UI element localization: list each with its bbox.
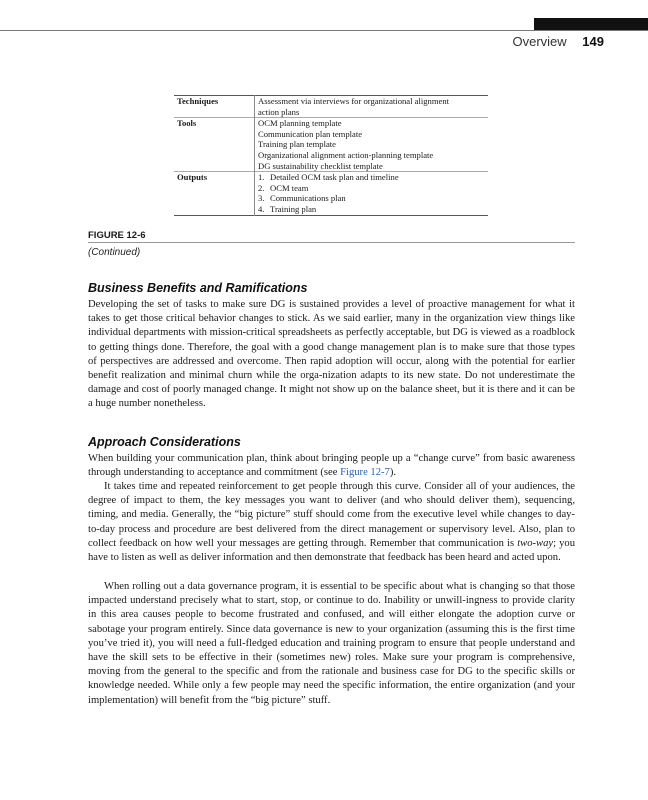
row-content bbox=[255, 172, 489, 215]
figure-table bbox=[174, 95, 488, 216]
row-content bbox=[255, 96, 489, 118]
figure-continued: (Continued) bbox=[88, 247, 141, 258]
outputs-list bbox=[258, 172, 485, 214]
emphasis: two-way bbox=[517, 537, 554, 549]
cell-line: Organizational alignment action-planning template bbox=[258, 149, 434, 160]
paragraph: When rolling out a data governance program, it is essential to be specific about what is changing so that those impacted understand precisely what to start, stop, or continue to do. Inability or unwill-ingness to provide clarity in this area causes people to become frustrated and confused, and will either elongate the adoption curve or sabotage your program entirely. Since data governance is new to your organization (assuming this is the first time you’ve tried it), you will need a full-fledged education and training program to ensure that people understand and have the skill sets to be effective in their (sometimes new) roles. Make sure your program is comprehensive, moving from the general to the specific and from the rationale and business case for DG to the specific skills or knowledge needed. While only a few people may need the specific information, the entire organization (and your implementation) will benefit from the “big picture” stuff. bbox=[88, 581, 575, 706]
list-item: 2. OCM team bbox=[258, 182, 309, 193]
table-row bbox=[174, 96, 488, 118]
row-content bbox=[255, 118, 489, 172]
list-item: 1. Detailed OCM task plan and timeline bbox=[258, 172, 399, 183]
cell-line: DG sustainability checklist template bbox=[258, 160, 383, 171]
row-label: Tools bbox=[174, 118, 255, 172]
figure-link[interactable]: Figure 12-7 bbox=[340, 467, 390, 479]
section-heading: Approach Considerations bbox=[88, 435, 241, 449]
row-label: Techniques bbox=[174, 96, 255, 118]
cell-line: Training plan template bbox=[258, 139, 336, 150]
header-accent-bar bbox=[534, 18, 648, 30]
page-number: 149 bbox=[582, 34, 604, 49]
paragraph: It takes time and repeated reinforcement to get people through this curve. Consider all of your audiences, the degree of impact to them, the key messages you want to deliver (and who should deliver them), sequencing, timing, and media. Generally, the “big picture” stuff should come from the executive level while changes to day-to-day process and procedure are best delivered from the direct management or supervisory level. Also, plan to collect feedback on how well your messages are getting through. Remember that communication is two-way; you have to listen as well as deliver information and then demonstrate that feedback has been heard and acted upon. bbox=[88, 481, 575, 564]
cell-line: action plans bbox=[258, 106, 300, 117]
figure-rule bbox=[88, 242, 575, 243]
section-heading: Business Benefits and Ramifications bbox=[88, 281, 308, 295]
table-row bbox=[174, 172, 488, 215]
header-rule bbox=[0, 30, 648, 31]
paragraph: Developing the set of tasks to make sure DG is sustained provides a level of proactive management for what it takes to get those critical behavior changes to stick. As we said earlier, many in the organization view things like individual departments with mission-critical spreadsheets as perfectly acceptable, but DG is viewed as a roadblock to getting things done. Therefore, the goal with a good change management plan is to make sure that those types of perspectives are addressed and overcome. Then rapid adoption will occur, along with the potential for earlier benefit realization and minimal churn while the orga-nization adapts to its new state. Do not underestimate the damage and cost of poorly managed change. It might not show up on the balance sheet, but it is there and it can be a huge number nonetheless. bbox=[88, 299, 575, 410]
running-header bbox=[512, 34, 604, 49]
figure-label: FIGURE 12-6 bbox=[88, 230, 146, 241]
list-item: 4. Training plan bbox=[258, 203, 317, 214]
table-row bbox=[174, 118, 488, 172]
row-label: Outputs bbox=[174, 172, 255, 215]
cell-line: Communication plan template bbox=[258, 128, 363, 139]
section-title: Overview bbox=[512, 34, 567, 49]
cell-line: OCM planning template bbox=[258, 118, 342, 129]
list-item: 3. Communications plan bbox=[258, 193, 346, 204]
paragraph: When building your communication plan, think about bringing people up a “change curve” from basic awareness through understanding to acceptance and commitment (see Figure 12-7). bbox=[88, 453, 575, 479]
cell-line: Assessment via interviews for organizational alignment bbox=[258, 96, 450, 106]
